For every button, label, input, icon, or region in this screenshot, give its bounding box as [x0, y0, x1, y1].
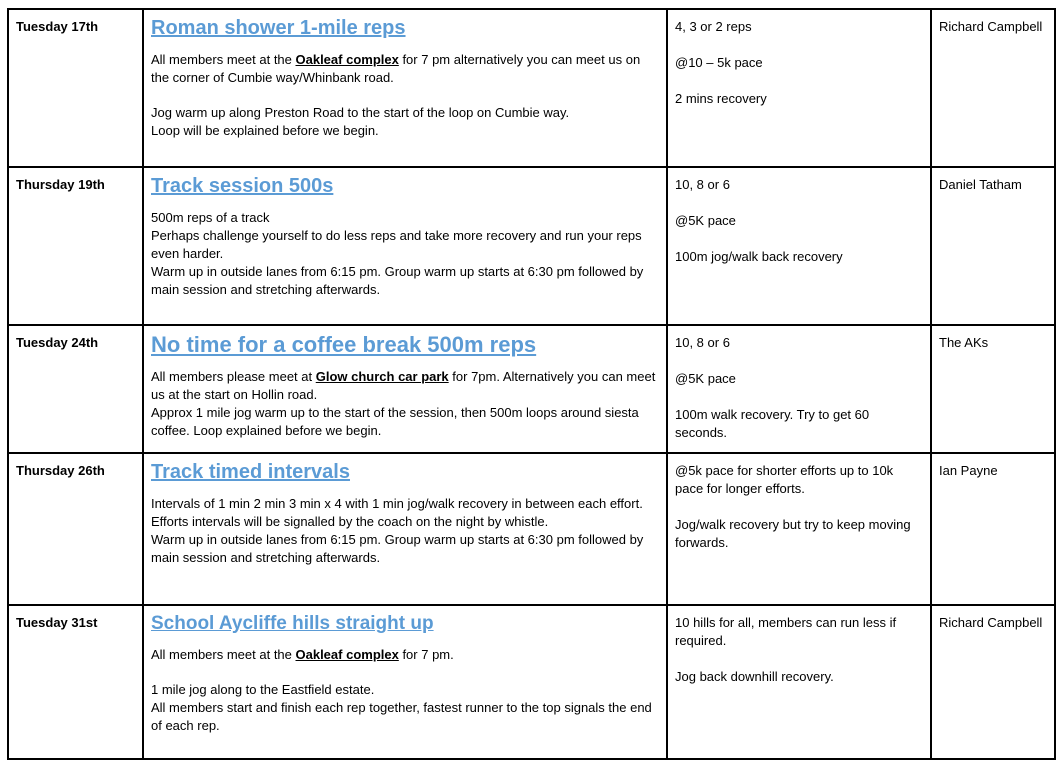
leader-cell — [931, 605, 1055, 759]
meeting-location: Oakleaf complex — [295, 647, 399, 662]
description-text: Efforts intervals will be signalled by the coach on the night by whistle. — [151, 514, 549, 529]
reps-cell — [667, 167, 931, 325]
table-row — [8, 325, 1055, 453]
session-leader: Richard Campbell — [939, 19, 1043, 34]
description-text: Approx 1 mile jog warm up to the start of the session, then 500m loops around siesta coffee. Loop explained before we begin. — [151, 405, 639, 438]
reps-text: 4, 3 or 2 reps — [675, 19, 752, 34]
description-cell — [143, 453, 667, 605]
meeting-info — [151, 368, 660, 404]
reps-cell — [667, 9, 931, 167]
table-row — [8, 9, 1055, 167]
session-day: Thursday 19th — [16, 177, 105, 192]
session-day: Tuesday 17th — [16, 19, 99, 34]
day-cell — [8, 167, 143, 325]
session-leader: Ian Payne — [939, 463, 998, 478]
day-cell — [8, 453, 143, 605]
session-title-link[interactable]: Roman shower 1-mile reps — [151, 17, 406, 39]
description-text: Loop will be explained before we begin. — [151, 123, 379, 138]
description-cell — [143, 605, 667, 759]
meeting-info — [151, 646, 660, 664]
table-row — [8, 167, 1055, 325]
reps-text: 10 hills for all, members can run less if required. — [675, 615, 897, 648]
description-cell — [143, 9, 667, 167]
meeting-text: for 7 pm alternatively you can meet us on the corner of Cumbie way/Whinbank road. — [151, 52, 641, 85]
meeting-text: All members please meet at — [151, 369, 316, 384]
recovery-text: 100m walk recovery. Try to get 60 seconds. — [675, 407, 870, 440]
pace-text: @5K pace — [675, 213, 736, 228]
description-text: 1 mile jog along to the Eastfield estate. — [151, 682, 375, 697]
session-day: Tuesday 31st — [16, 615, 98, 630]
session-leader: Daniel Tatham — [939, 177, 1022, 192]
session-title-link[interactable]: No time for a coffee break 500m reps — [151, 332, 537, 357]
meeting-text: All members meet at the — [151, 52, 296, 67]
session-leader: Richard Campbell — [939, 615, 1043, 630]
description-text: 500m reps of a track — [151, 210, 270, 225]
description-cell — [143, 325, 667, 453]
leader-cell — [931, 9, 1055, 167]
session-title-link[interactable]: Track timed intervals — [151, 461, 350, 483]
description-text: Perhaps challenge yourself to do less reps and take more recovery and run your reps even harder. — [151, 228, 642, 261]
meeting-text: for 7 pm. — [398, 647, 454, 662]
reps-cell — [667, 605, 931, 759]
meeting-location: Oakleaf complex — [295, 52, 399, 67]
leader-cell — [931, 453, 1055, 605]
description-text: All members start and finish each rep together, fastest runner to the top signals the end of each rep. — [151, 700, 652, 733]
description-text: Warm up in outside lanes from 6:15 pm. Group warm up starts at 6:30 pm followed by main session and stretching afterwards. — [151, 264, 644, 297]
reps-cell — [667, 453, 931, 605]
day-cell — [8, 605, 143, 759]
table-row — [8, 605, 1055, 759]
recovery-text: Jog/walk recovery but try to keep moving forwards. — [675, 517, 911, 550]
meeting-text: for 7pm. Alternatively you can meet us at the start on Hollin road. — [151, 369, 656, 402]
description-cell — [143, 167, 667, 325]
pace-text: @5k pace for shorter efforts up to 10k pace for longer efforts. — [675, 463, 894, 496]
reps-text: 10, 8 or 6 — [675, 335, 730, 350]
day-cell — [8, 325, 143, 453]
recovery-text: 100m jog/walk back recovery — [675, 249, 843, 264]
meeting-location: Glow church car park — [315, 369, 449, 384]
recovery-text: Jog back downhill recovery. — [675, 669, 834, 684]
session-title-link[interactable]: School Aycliffe hills straight up — [151, 613, 434, 634]
session-leader: The AKs — [939, 335, 989, 350]
meeting-text: All members meet at the — [151, 647, 296, 662]
leader-cell — [931, 167, 1055, 325]
leader-cell — [931, 325, 1055, 453]
day-cell — [8, 9, 143, 167]
description-text: Jog warm up along Preston Road to the start of the loop on Cumbie way. — [151, 105, 570, 120]
description-text: Intervals of 1 min 2 min 3 min x 4 with 1 min jog/walk recovery in between each effort. — [151, 496, 643, 511]
reps-text: 10, 8 or 6 — [675, 177, 730, 192]
session-day: Thursday 26th — [16, 463, 105, 478]
session-title-link[interactable]: Track session 500s — [151, 175, 334, 197]
meeting-info — [151, 51, 660, 87]
table-row — [8, 453, 1055, 605]
description-text: Warm up in outside lanes from 6:15 pm. Group warm up starts at 6:30 pm followed by main session and stretching afterwards. — [151, 532, 644, 565]
pace-text: @10 – 5k pace — [675, 55, 763, 70]
training-schedule-table — [7, 8, 1056, 760]
session-day: Tuesday 24th — [16, 335, 99, 350]
reps-cell — [667, 325, 931, 453]
pace-text: @5K pace — [675, 371, 736, 386]
recovery-text: 2 mins recovery — [675, 91, 767, 106]
